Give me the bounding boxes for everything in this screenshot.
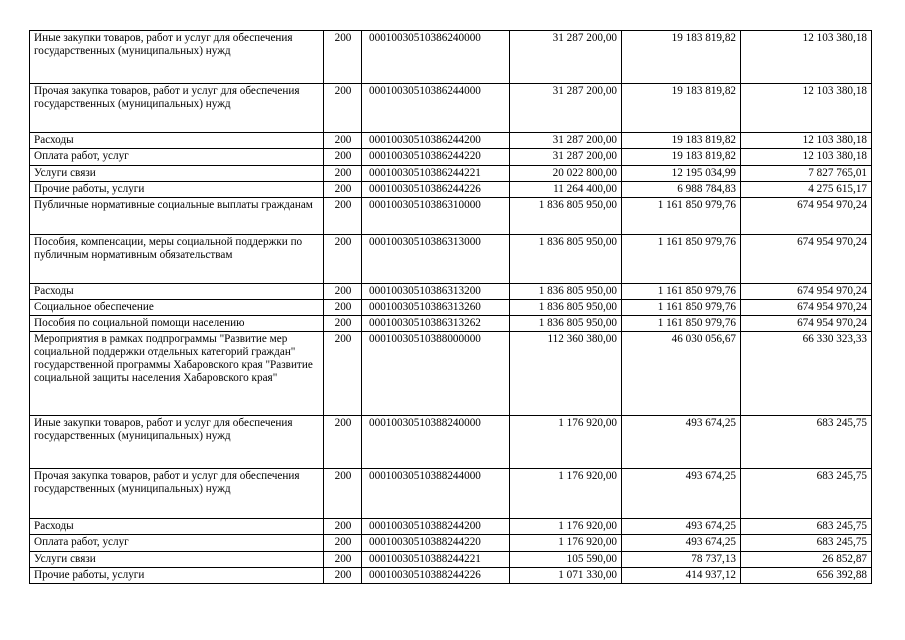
row-unexecuted-cell: 674 954 970,24 [741, 284, 872, 300]
row-executed-cell: 493 674,25 [622, 535, 741, 552]
row-kbk-cell: 00010030510386313262 [362, 316, 510, 332]
row-executed-cell: 12 195 034,99 [622, 166, 741, 182]
row-code-cell: 200 [324, 519, 362, 535]
row-approved-cell: 1 071 330,00 [510, 568, 622, 584]
row-executed-cell: 493 674,25 [622, 469, 741, 519]
row-executed-cell: 1 161 850 979,76 [622, 284, 741, 300]
row-code-cell: 200 [324, 31, 362, 84]
row-kbk-cell: 00010030510388244200 [362, 519, 510, 535]
row-code-cell: 200 [324, 552, 362, 568]
row-approved-cell: 1 836 805 950,00 [510, 316, 622, 332]
row-name-cell: Иные закупки товаров, работ и услуг для обеспечения государственных (муниципальных) нужд [30, 31, 324, 84]
row-code-cell: 200 [324, 469, 362, 519]
row-unexecuted-cell: 656 392,88 [741, 568, 872, 584]
row-unexecuted-cell: 4 275 615,17 [741, 182, 872, 198]
row-code-cell: 200 [324, 332, 362, 416]
row-kbk-cell: 00010030510386313000 [362, 235, 510, 284]
row-unexecuted-cell: 683 245,75 [741, 416, 872, 469]
row-kbk-cell: 00010030510386310000 [362, 198, 510, 235]
row-approved-cell: 1 836 805 950,00 [510, 284, 622, 300]
row-approved-cell: 31 287 200,00 [510, 31, 622, 84]
row-executed-cell: 1 161 850 979,76 [622, 235, 741, 284]
row-executed-cell: 1 161 850 979,76 [622, 198, 741, 235]
table-row [30, 332, 872, 416]
table-body [30, 31, 872, 584]
table-row [30, 316, 872, 332]
row-approved-cell: 1 176 920,00 [510, 469, 622, 519]
row-unexecuted-cell: 674 954 970,24 [741, 198, 872, 235]
table-row [30, 568, 872, 584]
row-kbk-cell: 00010030510386244221 [362, 166, 510, 182]
row-code-cell: 200 [324, 316, 362, 332]
row-kbk-cell: 00010030510386313260 [362, 300, 510, 316]
table-row [30, 133, 872, 149]
row-unexecuted-cell: 683 245,75 [741, 469, 872, 519]
row-executed-cell: 19 183 819,82 [622, 31, 741, 84]
row-approved-cell: 11 264 400,00 [510, 182, 622, 198]
row-kbk-cell: 00010030510388244221 [362, 552, 510, 568]
row-approved-cell: 1 176 920,00 [510, 416, 622, 469]
row-unexecuted-cell: 12 103 380,18 [741, 31, 872, 84]
row-name-cell: Прочая закупка товаров, работ и услуг для обеспечения государственных (муниципальных) нужд [30, 84, 324, 133]
row-executed-cell: 493 674,25 [622, 519, 741, 535]
row-unexecuted-cell: 26 852,87 [741, 552, 872, 568]
row-code-cell: 200 [324, 149, 362, 166]
row-kbk-cell: 00010030510386244220 [362, 149, 510, 166]
table-row [30, 300, 872, 316]
row-kbk-cell: 00010030510386240000 [362, 31, 510, 84]
row-unexecuted-cell: 12 103 380,18 [741, 149, 872, 166]
row-executed-cell: 19 183 819,82 [622, 84, 741, 133]
row-name-cell: Расходы [30, 519, 324, 535]
row-executed-cell: 6 988 784,83 [622, 182, 741, 198]
table-row [30, 552, 872, 568]
row-code-cell: 200 [324, 568, 362, 584]
table-row [30, 469, 872, 519]
row-unexecuted-cell: 7 827 765,01 [741, 166, 872, 182]
row-name-cell: Прочие работы, услуги [30, 182, 324, 198]
row-code-cell: 200 [324, 198, 362, 235]
row-approved-cell: 105 590,00 [510, 552, 622, 568]
row-name-cell: Оплата работ, услуг [30, 149, 324, 166]
row-unexecuted-cell: 12 103 380,18 [741, 84, 872, 133]
row-code-cell: 200 [324, 166, 362, 182]
row-unexecuted-cell: 674 954 970,24 [741, 316, 872, 332]
table-row [30, 166, 872, 182]
row-executed-cell: 493 674,25 [622, 416, 741, 469]
table-row [30, 149, 872, 166]
row-kbk-cell: 00010030510388240000 [362, 416, 510, 469]
row-name-cell: Услуги связи [30, 552, 324, 568]
row-kbk-cell: 00010030510388244000 [362, 469, 510, 519]
row-executed-cell: 1 161 850 979,76 [622, 316, 741, 332]
row-code-cell: 200 [324, 535, 362, 552]
row-executed-cell: 78 737,13 [622, 552, 741, 568]
row-unexecuted-cell: 66 330 323,33 [741, 332, 872, 416]
row-name-cell: Прочая закупка товаров, работ и услуг для обеспечения государственных (муниципальных) нужд [30, 469, 324, 519]
row-unexecuted-cell: 674 954 970,24 [741, 235, 872, 284]
row-executed-cell: 414 937,12 [622, 568, 741, 584]
table-row [30, 519, 872, 535]
row-approved-cell: 1 836 805 950,00 [510, 235, 622, 284]
table-row [30, 416, 872, 469]
table-row [30, 182, 872, 198]
row-executed-cell: 46 030 056,67 [622, 332, 741, 416]
row-code-cell: 200 [324, 300, 362, 316]
table-row [30, 84, 872, 133]
row-name-cell: Иные закупки товаров, работ и услуг для обеспечения государственных (муниципальных) нужд [30, 416, 324, 469]
row-code-cell: 200 [324, 416, 362, 469]
row-kbk-cell: 00010030510386244000 [362, 84, 510, 133]
row-name-cell: Пособия, компенсации, меры социальной поддержки по публичным нормативным обязательствам [30, 235, 324, 284]
table-row [30, 284, 872, 300]
row-name-cell: Публичные нормативные социальные выплаты гражданам [30, 198, 324, 235]
row-name-cell: Расходы [30, 284, 324, 300]
table-row [30, 31, 872, 84]
row-approved-cell: 1 176 920,00 [510, 535, 622, 552]
row-executed-cell: 19 183 819,82 [622, 149, 741, 166]
row-code-cell: 200 [324, 182, 362, 198]
row-unexecuted-cell: 683 245,75 [741, 535, 872, 552]
row-approved-cell: 1 176 920,00 [510, 519, 622, 535]
budget-execution-table [29, 30, 872, 584]
table-row [30, 198, 872, 235]
row-name-cell: Оплата работ, услуг [30, 535, 324, 552]
row-kbk-cell: 00010030510388244220 [362, 535, 510, 552]
table-row [30, 535, 872, 552]
row-approved-cell: 31 287 200,00 [510, 149, 622, 166]
row-name-cell: Услуги связи [30, 166, 324, 182]
row-unexecuted-cell: 683 245,75 [741, 519, 872, 535]
row-kbk-cell: 00010030510388000000 [362, 332, 510, 416]
row-executed-cell: 19 183 819,82 [622, 133, 741, 149]
row-name-cell: Расходы [30, 133, 324, 149]
row-approved-cell: 112 360 380,00 [510, 332, 622, 416]
row-code-cell: 200 [324, 235, 362, 284]
row-code-cell: 200 [324, 133, 362, 149]
row-approved-cell: 1 836 805 950,00 [510, 300, 622, 316]
row-code-cell: 200 [324, 284, 362, 300]
row-name-cell: Социальное обеспечение [30, 300, 324, 316]
row-name-cell: Мероприятия в рамках подпрограммы "Развитие мер социальной поддержки отдельных категорий граждан" государственной программы Хабаровского края "Развитие социальной защиты населения Хабаровского края" [30, 332, 324, 416]
row-code-cell: 200 [324, 84, 362, 133]
table-row [30, 235, 872, 284]
row-kbk-cell: 00010030510386313200 [362, 284, 510, 300]
row-executed-cell: 1 161 850 979,76 [622, 300, 741, 316]
row-name-cell: Прочие работы, услуги [30, 568, 324, 584]
row-approved-cell: 1 836 805 950,00 [510, 198, 622, 235]
row-approved-cell: 31 287 200,00 [510, 84, 622, 133]
row-approved-cell: 20 022 800,00 [510, 166, 622, 182]
row-approved-cell: 31 287 200,00 [510, 133, 622, 149]
row-unexecuted-cell: 674 954 970,24 [741, 300, 872, 316]
row-kbk-cell: 00010030510386244226 [362, 182, 510, 198]
row-kbk-cell: 00010030510386244200 [362, 133, 510, 149]
row-name-cell: Пособия по социальной помощи населению [30, 316, 324, 332]
row-unexecuted-cell: 12 103 380,18 [741, 133, 872, 149]
row-kbk-cell: 00010030510388244226 [362, 568, 510, 584]
